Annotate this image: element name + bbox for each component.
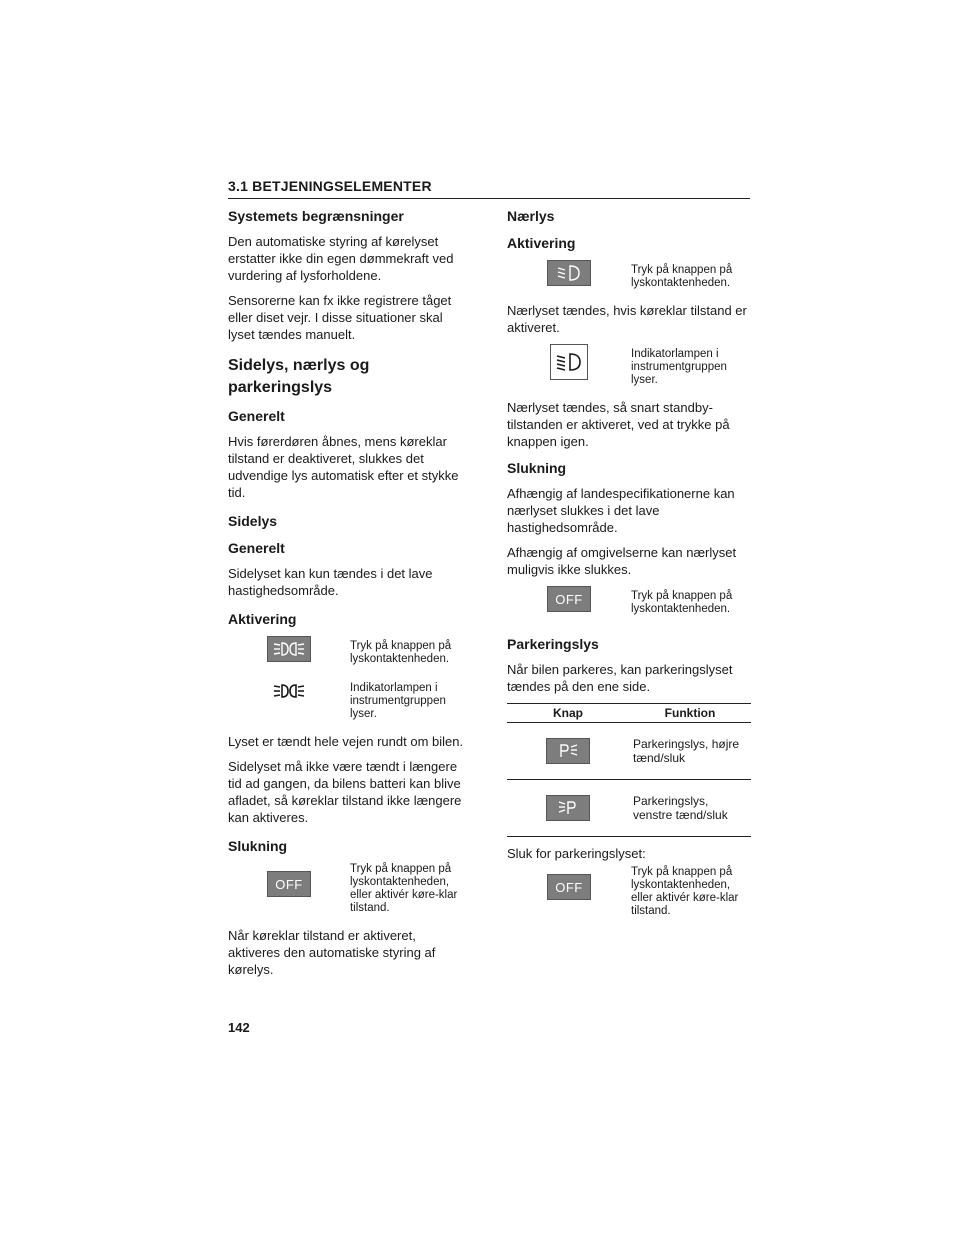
- low-beam-indicator-icon: [550, 344, 588, 380]
- side-light-off-row: [228, 863, 468, 915]
- off-button[interactable]: OFF: [547, 874, 591, 900]
- table-row: [507, 780, 751, 837]
- table-cell-function: Parkeringslys, højre tænd/sluk: [629, 723, 751, 780]
- limitations-paragraph-2: Sensorerne kan fx ikke registrere tåget eller diset vejr. I disse situationer skal lyset tændes manuelt.: [228, 293, 452, 342]
- side-light-indicator-text: Indikatorlampen i instrumentgruppen lyser.: [349, 682, 446, 720]
- side-light-indicator-row: [228, 678, 468, 721]
- parking-light-off-label: Sluk for parkeringslyset:: [507, 846, 646, 861]
- side-light-off-heading: Slukning: [228, 838, 288, 854]
- right-column: [507, 206, 751, 930]
- table-cell-function: Parkeringslys, venstre tænd/sluk: [629, 780, 751, 837]
- parking-light-off-row: [507, 866, 751, 918]
- side-light-paragraph-1: Lyset er tændt hele vejen rundt om bilen.: [228, 734, 464, 749]
- low-beam-heading: Nærlys: [507, 208, 555, 224]
- parking-light-off-text: Tryk på knappen på lyskontaktenheden, eller aktivér køre-klar tilstand.: [631, 866, 739, 917]
- side-light-heading: Sidelys: [228, 513, 278, 529]
- side-light-button-row: [228, 636, 468, 666]
- side-light-off-paragraph: Når køreklar tilstand er aktiveret, aktiveres den automatiske styring af kørelys.: [228, 928, 436, 977]
- low-beam-indicator-row: [507, 344, 751, 387]
- parking-light-left-icon[interactable]: [546, 795, 590, 821]
- low-beam-off-row: [507, 586, 751, 616]
- parking-light-right-icon[interactable]: [546, 738, 590, 764]
- side-light-general-heading: Generelt: [228, 540, 285, 556]
- off-button[interactable]: OFF: [267, 871, 311, 897]
- parking-light-table: [507, 703, 751, 837]
- table-header-button: Knap: [507, 704, 629, 723]
- low-beam-off-paragraph-1: Afhængig af landespecifikationerne kan nærlyset slukkes i det lave hastighedsområde.: [507, 486, 735, 535]
- off-button[interactable]: OFF: [547, 586, 591, 612]
- low-beam-button-row: [507, 260, 751, 290]
- limitations-heading: Systemets begrænsninger: [228, 208, 404, 224]
- page-number: 142: [228, 1020, 250, 1035]
- side-light-icon[interactable]: [267, 636, 311, 662]
- low-beam-button-text: Tryk på knappen på lyskontaktenheden.: [631, 264, 733, 289]
- left-column: [228, 206, 468, 986]
- limitations-paragraph-1: Den automatiske styring af kørelyset erstatter ikke din egen dømmekraft ved vurdering af lysforholdene.: [228, 234, 454, 283]
- side-light-activation-heading: Aktivering: [228, 611, 297, 627]
- parking-light-heading: Parkeringslys: [507, 636, 599, 652]
- side-light-paragraph-2: Sidelyset må ikke være tændt i længere tid ad gangen, da bilens batteri kan blive afladet, så køreklar tilstand ikke længere kan aktiveres.: [228, 759, 462, 825]
- low-beam-paragraph-1: Nærlyset tændes, hvis køreklar tilstand er aktiveret.: [507, 303, 747, 335]
- low-beam-paragraph-2: Nærlyset tændes, så snart standby-tilstanden er aktiveret, ved at trykke på knappen igen.: [507, 400, 730, 449]
- low-beam-activation-heading: Aktivering: [507, 235, 576, 251]
- low-beam-off-text: Tryk på knappen på lyskontaktenheden.: [631, 590, 733, 615]
- parking-light-paragraph: Når bilen parkeres, kan parkeringslyset tændes på den ene side.: [507, 662, 733, 694]
- side-light-off-text: Tryk på knappen på lyskontaktenheden, eller aktivér køre-klar tilstand.: [349, 863, 458, 914]
- chapter-header: 3.1 BETJENINGSELEMENTER: [228, 178, 750, 199]
- side-light-indicator-icon: [269, 678, 309, 704]
- table-row: [507, 723, 751, 780]
- low-beam-off-paragraph-2: Afhængig af omgivelserne kan nærlyset muligvis ikke slukkes.: [507, 545, 737, 577]
- section-title: Sidelys, nærlys og parkeringslys: [228, 357, 370, 396]
- table-header-function: Funktion: [629, 704, 751, 723]
- low-beam-indicator-text: Indikatorlampen i instrumentgruppen lyser.: [631, 348, 727, 386]
- side-light-general-paragraph: Sidelyset kan kun tændes i det lave hastighedsområde.: [228, 566, 433, 598]
- general-heading: Generelt: [228, 408, 285, 424]
- side-light-button-text: Tryk på knappen på lyskontaktenheden.: [349, 640, 452, 665]
- low-beam-icon[interactable]: [547, 260, 591, 286]
- low-beam-off-heading: Slukning: [507, 460, 567, 476]
- general-paragraph: Hvis førerdøren åbnes, mens køreklar tilstand er deaktiveret, slukkes det udvendige lys automatisk efter et stykke tid.: [228, 434, 459, 500]
